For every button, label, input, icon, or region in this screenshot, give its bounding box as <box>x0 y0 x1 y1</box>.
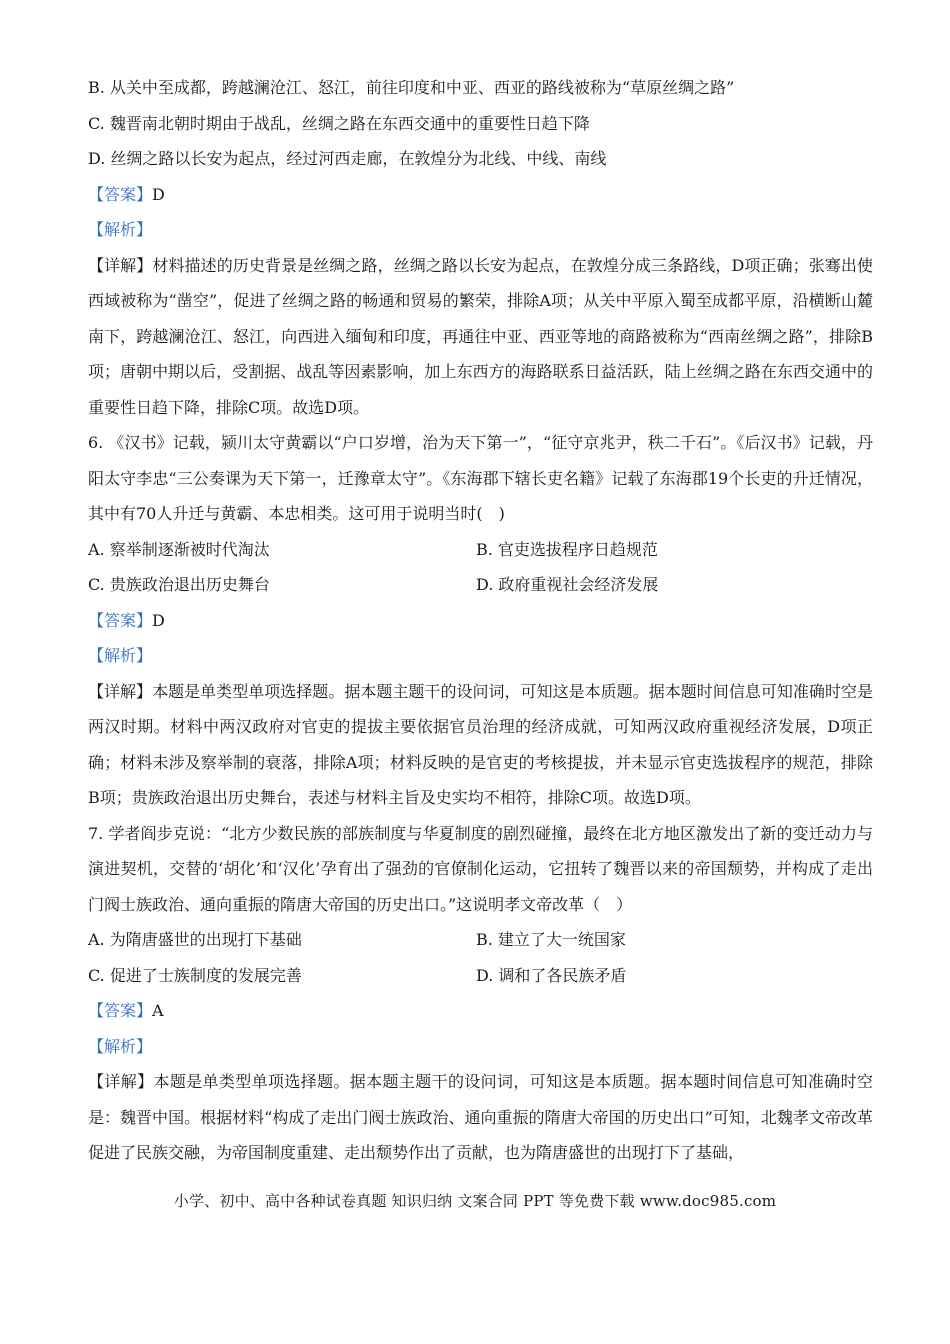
q7-option-a: A. 为隋唐盛世的出现打下基础 <box>88 930 302 949</box>
q7-analysis <box>88 1029 873 1065</box>
q6-analysis <box>88 638 873 674</box>
detail-tag: 【详解】 <box>88 1072 154 1091</box>
q5-option-c: C. 魏晋南北朝时期由于战乱，丝绸之路在东西交通中的重要性日趋下降 <box>88 113 590 133</box>
q7-answer <box>88 993 873 1029</box>
q5-analysis <box>88 212 873 248</box>
q5-option-b: B. 从关中至成都，跨越澜沧江、怒江，前往印度和中亚、西亚的路线被称为“草原丝绸之路” <box>88 78 735 97</box>
detail-text: 本题是单类型单项选择题。据本题主题干的设问词，可知这是本质题。据本题时间信息可知准确时空是：魏晋中国。根据材料“构成了走出门阀士族政治、通向重振的隋唐大帝国的历史出口”可知，北魏孝文帝改革促进了民族交融，为帝国制度重建、走出颓势作出了贡献，也为隋唐盛世的出现打下了基础， <box>88 1072 873 1162</box>
answer-value: D <box>152 610 165 630</box>
q5-option-d: D. 丝绸之路以长安为起点，经过河西走廊，在敦煌分为北线、中线、南线 <box>88 149 607 168</box>
q7-stem: 7. 学者阎步克说：“北方少数民族的部族制度与华夏制度的剧烈碰撞，最终在北方地区激发出了新的变迁动力与演进契机，交替的‘胡化’和‘汉化’孕育出了强劲的官僚制化运动，它扭转了魏晋以来的帝国颓势，并构成了走出门阀士族政治、通向重振的隋唐大帝国的历史出口。”这说明孝文帝改革（ ） <box>88 823 873 914</box>
q6-option-c: C. 贵族政治退出历史舞台 <box>88 575 270 594</box>
q6-answer <box>88 603 873 639</box>
q7-option-c: C. 促进了士族制度的发展完善 <box>88 965 302 985</box>
q5-detail <box>88 248 873 426</box>
q7-options-row-2 <box>88 958 873 994</box>
detail-text: 本题是单类型单项选择题。据本题主题干的设问词，可知这是本质题。据本题时间信息可知准确时空是两汉时期。材料中两汉政府对官吏的提拔主要依据官员治理的经济成就，可知两汉政府重视经济发展，D项正确；材料未涉及察举制的衰落，排除A项；材料反映的是官吏的考核提拔，并未显示官吏选拔程序的规范，排除B项；贵族政治退出历史舞台，表述与材料主旨及史实均不相符，排除C项。故选D项。 <box>88 681 873 807</box>
q7-options-row-1 <box>88 922 873 958</box>
page-content <box>88 70 873 1171</box>
answer-tag: 【答案】 <box>88 1001 153 1020</box>
q6-stem: 6. 《汉书》记载，颍川太守黄霸以“户口岁增，治为天下第一”，“征守京兆尹，秩二千石”。《后汉书》记载，丹阳太守李忠“三公奏课为天下第一，迁豫章太守”。《东海郡下辖长吏名籍》记载了东海郡19个长吏的升迁情况，其中有70人升迁与黄霸、本忠相类。这可用于说明当时( ) <box>88 433 873 523</box>
analysis-tag: 【解析】 <box>88 646 153 665</box>
q6-option-b: B. 官吏选拔程序日趋规范 <box>476 539 658 559</box>
q7-option-b: B. 建立了大一统国家 <box>476 930 626 949</box>
detail-text: 材料描述的历史背景是丝绸之路，丝绸之路以长安为起点，在敦煌分成三条路线，D项正确；张骞出使西域被称为“凿空”，促进了丝绸之路的畅通和贸易的繁荣，排除A项；从关中平原入蜀至成都平原，沿横断山麓南下，跨越澜沧江、怒江，向西进入缅甸和印度，再通往中亚、西亚等地的商路被称为“西南丝绸之路”，排除B项；唐朝中期以后，受割据、战乱等因素影响，加上东西方的海路联系日益活跃，陆上丝绸之路在东西交通中的重要性日趋下降，排除C项。故选D项。 <box>88 255 873 417</box>
q7-detail <box>88 1064 873 1171</box>
analysis-tag: 【解析】 <box>88 220 153 239</box>
analysis-tag: 【解析】 <box>88 1036 153 1056</box>
answer-tag: 【答案】 <box>88 610 153 630</box>
answer-tag: 【答案】 <box>88 184 153 204</box>
detail-tag: 【详解】 <box>88 255 153 275</box>
q6-option-a: A. 察举制逐渐被时代淘汰 <box>88 539 270 559</box>
q6-options-row-1 <box>88 532 873 568</box>
detail-tag: 【详解】 <box>88 681 153 701</box>
q6-options-row-2 <box>88 567 873 603</box>
answer-value: D <box>152 184 165 204</box>
q6-detail <box>88 674 873 816</box>
q7-option-d: D. 调和了各民族矛盾 <box>476 965 627 985</box>
page-footer: 小学、初中、高中各种试卷真题 知识归纳 文案合同 PPT 等免费下载 www.doc985.com <box>173 1192 777 1210</box>
answer-value: A <box>152 1001 164 1020</box>
q6-option-d: D. 政府重视社会经济发展 <box>476 575 659 594</box>
q5-answer <box>88 177 873 213</box>
